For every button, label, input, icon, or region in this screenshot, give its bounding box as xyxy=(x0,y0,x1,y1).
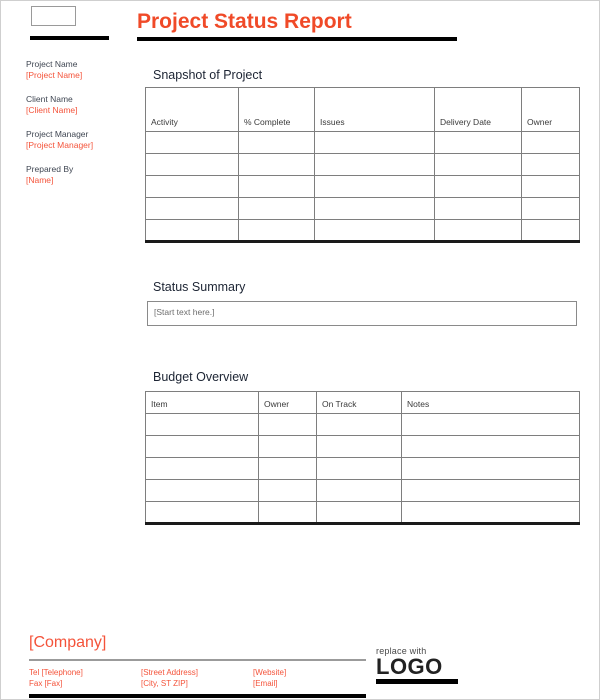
table-row xyxy=(146,480,580,502)
status-summary-section-title: Status Summary xyxy=(153,280,246,294)
table-header-row xyxy=(146,88,580,132)
table-cell[interactable] xyxy=(146,414,259,436)
column-header-item: Item xyxy=(146,392,259,414)
header-logo-placeholder-box[interactable] xyxy=(31,6,76,26)
table-cell[interactable] xyxy=(315,176,435,198)
footer-contact-web xyxy=(253,667,286,689)
table-cell[interactable] xyxy=(315,154,435,176)
document-header xyxy=(1,1,600,47)
header-left-rule xyxy=(30,36,109,40)
table-row xyxy=(146,414,580,436)
meta-label: Client Name xyxy=(26,94,73,104)
table-cell[interactable] xyxy=(317,502,402,524)
footer-fax[interactable]: Fax [Fax] xyxy=(29,679,63,688)
table-cell[interactable] xyxy=(315,132,435,154)
table-cell[interactable] xyxy=(522,132,580,154)
column-header-activity: Activity xyxy=(146,88,239,132)
column-header-on-track: On Track xyxy=(317,392,402,414)
table-cell[interactable] xyxy=(146,436,259,458)
table-cell[interactable] xyxy=(317,458,402,480)
footer-website[interactable]: [Website] xyxy=(253,668,287,677)
footer-city-state-zip[interactable]: [City, ST ZIP] xyxy=(141,679,188,688)
table-cell[interactable] xyxy=(146,132,239,154)
budget-table xyxy=(145,391,580,525)
table-header-row xyxy=(146,392,580,414)
column-header-issues: Issues xyxy=(315,88,435,132)
table-cell[interactable] xyxy=(259,436,317,458)
meta-item-client-name xyxy=(26,94,131,116)
table-cell[interactable] xyxy=(317,436,402,458)
table-cell[interactable] xyxy=(239,176,315,198)
table-cell[interactable] xyxy=(435,220,522,242)
table-cell[interactable] xyxy=(259,414,317,436)
header-title-rule xyxy=(137,37,457,41)
table-row xyxy=(146,436,580,458)
table-cell[interactable] xyxy=(317,414,402,436)
table-cell[interactable] xyxy=(317,480,402,502)
footer-email[interactable]: [Email] xyxy=(253,679,278,688)
table-cell[interactable] xyxy=(315,220,435,242)
table-cell[interactable] xyxy=(522,176,580,198)
meta-label: Project Manager xyxy=(26,129,89,139)
table-cell[interactable] xyxy=(522,154,580,176)
table-cell[interactable] xyxy=(146,458,259,480)
table-cell[interactable] xyxy=(402,414,580,436)
meta-value[interactable]: [Name] xyxy=(26,175,54,185)
logo-placeholder-bar xyxy=(376,679,458,684)
footer-contact-address xyxy=(141,667,198,689)
column-header-percent-complete: % Complete xyxy=(239,88,315,132)
table-cell[interactable] xyxy=(259,502,317,524)
table-cell[interactable] xyxy=(435,198,522,220)
snapshot-section-title: Snapshot of Project xyxy=(153,68,263,82)
meta-value[interactable]: [Client Name] xyxy=(26,105,78,115)
footer-gray-rule xyxy=(29,659,366,661)
meta-item-project-name xyxy=(26,59,131,81)
footer-logo-placeholder[interactable] xyxy=(376,646,458,684)
table-row xyxy=(146,198,580,220)
meta-value[interactable]: [Project Name] xyxy=(26,70,83,80)
table-cell[interactable] xyxy=(315,198,435,220)
table-row xyxy=(146,132,580,154)
table-row xyxy=(146,220,580,242)
project-meta-sidebar xyxy=(26,59,131,199)
table-cell[interactable] xyxy=(522,198,580,220)
table-cell[interactable] xyxy=(522,220,580,242)
footer-contact-phone xyxy=(29,667,83,689)
table-cell[interactable] xyxy=(402,502,580,524)
table-row xyxy=(146,502,580,524)
snapshot-table xyxy=(145,87,580,243)
column-header-delivery-date: Delivery Date xyxy=(435,88,522,132)
table-cell[interactable] xyxy=(146,220,239,242)
footer-street-address[interactable]: [Street Address] xyxy=(141,668,198,677)
table-cell[interactable] xyxy=(146,480,259,502)
meta-label: Prepared By xyxy=(26,164,74,174)
footer-company-name[interactable]: [Company] xyxy=(29,634,107,651)
page-title: Project Status Report xyxy=(137,10,352,33)
table-cell[interactable] xyxy=(239,132,315,154)
table-cell[interactable] xyxy=(239,198,315,220)
table-cell[interactable] xyxy=(435,154,522,176)
table-cell[interactable] xyxy=(402,480,580,502)
meta-item-project-manager xyxy=(26,129,131,151)
table-cell[interactable] xyxy=(239,220,315,242)
table-cell[interactable] xyxy=(435,176,522,198)
table-row xyxy=(146,458,580,480)
meta-label: Project Name xyxy=(26,59,78,69)
footer-telephone[interactable]: Tel [Telephone] xyxy=(29,668,83,677)
logo-placeholder-word: LOGO xyxy=(376,654,443,679)
table-row xyxy=(146,154,580,176)
table-cell[interactable] xyxy=(259,480,317,502)
footer-black-rule xyxy=(29,694,366,698)
meta-value[interactable]: [Project Manager] xyxy=(26,140,94,150)
column-header-notes: Notes xyxy=(402,392,580,414)
table-cell[interactable] xyxy=(239,154,315,176)
budget-section-title: Budget Overview xyxy=(153,370,249,384)
status-summary-input[interactable]: [Start text here.] xyxy=(147,301,577,326)
meta-item-prepared-by xyxy=(26,164,131,186)
table-cell[interactable] xyxy=(402,458,580,480)
table-cell[interactable] xyxy=(146,198,239,220)
table-cell[interactable] xyxy=(146,154,239,176)
column-header-owner: Owner xyxy=(522,88,580,132)
column-header-owner: Owner xyxy=(259,392,317,414)
table-cell[interactable] xyxy=(259,458,317,480)
table-cell[interactable] xyxy=(435,132,522,154)
table-cell[interactable] xyxy=(146,502,259,524)
table-cell[interactable] xyxy=(146,176,239,198)
table-row xyxy=(146,176,580,198)
logo-placeholder-caption: replace with xyxy=(376,646,427,656)
table-cell[interactable] xyxy=(402,436,580,458)
